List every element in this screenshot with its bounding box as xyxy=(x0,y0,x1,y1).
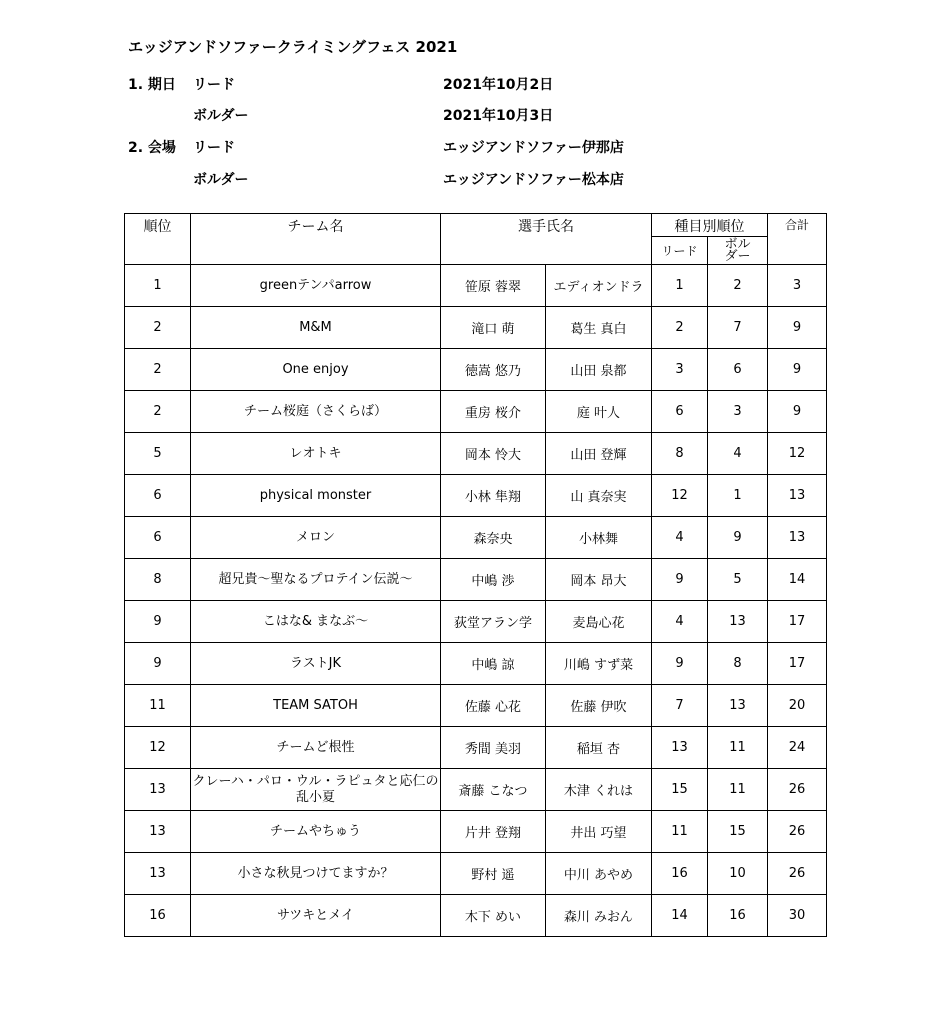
info-value-venue-lead: エッジアンドソファー伊那店 xyxy=(443,140,624,156)
table-row xyxy=(125,559,827,601)
player1-cell: 荻堂アラン学 xyxy=(441,601,546,643)
table-row xyxy=(125,349,827,391)
rank-cell: 6 xyxy=(125,517,191,559)
rank-cell: 13 xyxy=(125,853,191,895)
rank-cell: 11 xyxy=(125,685,191,727)
lead-rank-cell: 1 xyxy=(652,265,708,307)
player2-cell: 稲垣 杏 xyxy=(546,727,652,769)
player2-cell: 井出 巧望 xyxy=(546,811,652,853)
team-cell: クレーハ・パロ・ウル・ラピュタと応仁の乱小夏 xyxy=(191,769,441,811)
boulder-rank-cell: 11 xyxy=(708,769,768,811)
total-cell: 3 xyxy=(768,265,827,307)
rank-cell: 13 xyxy=(125,811,191,853)
table-row xyxy=(125,685,827,727)
boulder-rank-cell: 7 xyxy=(708,307,768,349)
lead-rank-cell: 4 xyxy=(652,517,708,559)
rank-cell: 13 xyxy=(125,769,191,811)
team-cell: physical monster xyxy=(191,475,441,517)
team-cell: チームやちゅう xyxy=(191,811,441,853)
player1-cell: 笹原 蓉翠 xyxy=(441,265,546,307)
rank-cell: 1 xyxy=(125,265,191,307)
header-total: 合計 xyxy=(768,214,827,265)
player1-cell: 中嶋 渉 xyxy=(441,559,546,601)
lead-rank-cell: 16 xyxy=(652,853,708,895)
player1-cell: 斎藤 こなつ xyxy=(441,769,546,811)
player1-cell: 中嶋 諒 xyxy=(441,643,546,685)
lead-rank-cell: 14 xyxy=(652,895,708,937)
boulder-rank-cell: 8 xyxy=(708,643,768,685)
total-cell: 20 xyxy=(768,685,827,727)
table-row xyxy=(125,433,827,475)
header-players: 選手氏名 xyxy=(441,214,652,265)
team-cell: サツキとメイ xyxy=(191,895,441,937)
total-cell: 30 xyxy=(768,895,827,937)
player2-cell: 山田 泉都 xyxy=(546,349,652,391)
header-lead: リード xyxy=(652,237,708,265)
header-category-rank: 種目別順位 xyxy=(652,214,768,237)
rank-cell: 2 xyxy=(125,349,191,391)
team-cell: こはな& まなぶ～ xyxy=(191,601,441,643)
boulder-rank-cell: 2 xyxy=(708,265,768,307)
total-cell: 24 xyxy=(768,727,827,769)
table-row xyxy=(125,391,827,433)
player2-cell: 岡本 昂大 xyxy=(546,559,652,601)
header-boulder-line1: ボル xyxy=(724,236,751,252)
lead-rank-cell: 8 xyxy=(652,433,708,475)
player2-cell: 森川 みおん xyxy=(546,895,652,937)
boulder-rank-cell: 16 xyxy=(708,895,768,937)
player2-cell: 中川 あやめ xyxy=(546,853,652,895)
total-cell: 26 xyxy=(768,853,827,895)
total-cell: 9 xyxy=(768,349,827,391)
rank-cell: 9 xyxy=(125,643,191,685)
total-cell: 26 xyxy=(768,769,827,811)
player2-cell: 小林舞 xyxy=(546,517,652,559)
team-cell: チームど根性 xyxy=(191,727,441,769)
info-value-venue-boulder: エッジアンドソファー松本店 xyxy=(443,172,624,188)
boulder-rank-cell: 4 xyxy=(708,433,768,475)
boulder-rank-cell: 9 xyxy=(708,517,768,559)
player2-cell: 庭 叶人 xyxy=(546,391,652,433)
player2-cell: 葛生 真白 xyxy=(546,307,652,349)
results-table xyxy=(124,213,827,937)
rank-cell: 6 xyxy=(125,475,191,517)
team-cell: 超兄貴～聖なるプロテイン伝説～ xyxy=(191,559,441,601)
info-num-venue: 2. 会場 xyxy=(128,140,176,156)
lead-rank-cell: 4 xyxy=(652,601,708,643)
team-cell: ラストJK xyxy=(191,643,441,685)
info-label-date-boulder: ボルダー xyxy=(193,108,249,124)
lead-rank-cell: 6 xyxy=(652,391,708,433)
boulder-rank-cell: 13 xyxy=(708,685,768,727)
boulder-rank-cell: 3 xyxy=(708,391,768,433)
total-cell: 26 xyxy=(768,811,827,853)
table-row xyxy=(125,769,827,811)
lead-rank-cell: 7 xyxy=(652,685,708,727)
team-cell: メロン xyxy=(191,517,441,559)
player2-cell: 麦島心花 xyxy=(546,601,652,643)
table-row xyxy=(125,643,827,685)
player1-cell: 滝口 萌 xyxy=(441,307,546,349)
player1-cell: 小林 隼翔 xyxy=(441,475,546,517)
rank-cell: 8 xyxy=(125,559,191,601)
boulder-rank-cell: 1 xyxy=(708,475,768,517)
player1-cell: 佐藤 心花 xyxy=(441,685,546,727)
rank-cell: 5 xyxy=(125,433,191,475)
total-cell: 9 xyxy=(768,391,827,433)
boulder-rank-cell: 13 xyxy=(708,601,768,643)
table-row xyxy=(125,811,827,853)
lead-rank-cell: 13 xyxy=(652,727,708,769)
player2-cell: エディオンドラ xyxy=(546,265,652,307)
player1-cell: 森奈央 xyxy=(441,517,546,559)
table-row xyxy=(125,475,827,517)
team-cell: M&M xyxy=(191,307,441,349)
total-cell: 13 xyxy=(768,475,827,517)
team-cell: チーム桜庭（さくらば） xyxy=(191,391,441,433)
rank-cell: 2 xyxy=(125,391,191,433)
table-row xyxy=(125,853,827,895)
table-row xyxy=(125,727,827,769)
boulder-rank-cell: 11 xyxy=(708,727,768,769)
player2-cell: 川嶋 すず菜 xyxy=(546,643,652,685)
boulder-rank-cell: 5 xyxy=(708,559,768,601)
total-cell: 17 xyxy=(768,643,827,685)
team-cell: greenテンパarrow xyxy=(191,265,441,307)
lead-rank-cell: 11 xyxy=(652,811,708,853)
info-label-venue-boulder: ボルダー xyxy=(193,172,249,188)
info-value-date-lead: 2021年10月2日 xyxy=(443,77,554,93)
player1-cell: 野村 遥 xyxy=(441,853,546,895)
lead-rank-cell: 15 xyxy=(652,769,708,811)
boulder-rank-cell: 6 xyxy=(708,349,768,391)
rank-cell: 16 xyxy=(125,895,191,937)
total-cell: 9 xyxy=(768,307,827,349)
document-title: エッジアンドソファークライミングフェス 2021 xyxy=(128,38,458,56)
table-row xyxy=(125,895,827,937)
total-cell: 14 xyxy=(768,559,827,601)
player1-cell: 重房 桜介 xyxy=(441,391,546,433)
player2-cell: 山 真奈実 xyxy=(546,475,652,517)
player2-cell: 木津 くれは xyxy=(546,769,652,811)
header-team: チーム名 xyxy=(191,214,441,265)
player1-cell: 岡本 怜大 xyxy=(441,433,546,475)
boulder-rank-cell: 10 xyxy=(708,853,768,895)
player1-cell: 片井 登翔 xyxy=(441,811,546,853)
player2-cell: 佐藤 伊吹 xyxy=(546,685,652,727)
total-cell: 13 xyxy=(768,517,827,559)
table-row xyxy=(125,601,827,643)
team-cell: TEAM SATOH xyxy=(191,685,441,727)
table-row xyxy=(125,307,827,349)
rank-cell: 12 xyxy=(125,727,191,769)
lead-rank-cell: 12 xyxy=(652,475,708,517)
player1-cell: 徳嵩 悠乃 xyxy=(441,349,546,391)
team-cell: 小さな秋見つけてますか？ xyxy=(191,853,441,895)
info-value-date-boulder: 2021年10月3日 xyxy=(443,108,554,124)
info-num-date: 1. 期日 xyxy=(128,77,176,93)
info-label-date-lead: リード xyxy=(193,77,235,93)
header-boulder-line2: ダー xyxy=(724,248,751,264)
results-body xyxy=(125,265,827,937)
total-cell: 17 xyxy=(768,601,827,643)
header-row xyxy=(125,214,827,237)
team-cell: One enjoy xyxy=(191,349,441,391)
lead-rank-cell: 3 xyxy=(652,349,708,391)
lead-rank-cell: 9 xyxy=(652,559,708,601)
player1-cell: 秀間 美羽 xyxy=(441,727,546,769)
lead-rank-cell: 2 xyxy=(652,307,708,349)
boulder-rank-cell: 15 xyxy=(708,811,768,853)
info-label-venue-lead: リード xyxy=(193,140,235,156)
table-row xyxy=(125,265,827,307)
lead-rank-cell: 9 xyxy=(652,643,708,685)
player1-cell: 木下 めい xyxy=(441,895,546,937)
header-rank: 順位 xyxy=(125,214,191,265)
team-cell: レオトキ xyxy=(191,433,441,475)
header-boulder xyxy=(708,237,768,265)
total-cell: 12 xyxy=(768,433,827,475)
table-row xyxy=(125,517,827,559)
rank-cell: 2 xyxy=(125,307,191,349)
rank-cell: 9 xyxy=(125,601,191,643)
player2-cell: 山田 登輝 xyxy=(546,433,652,475)
